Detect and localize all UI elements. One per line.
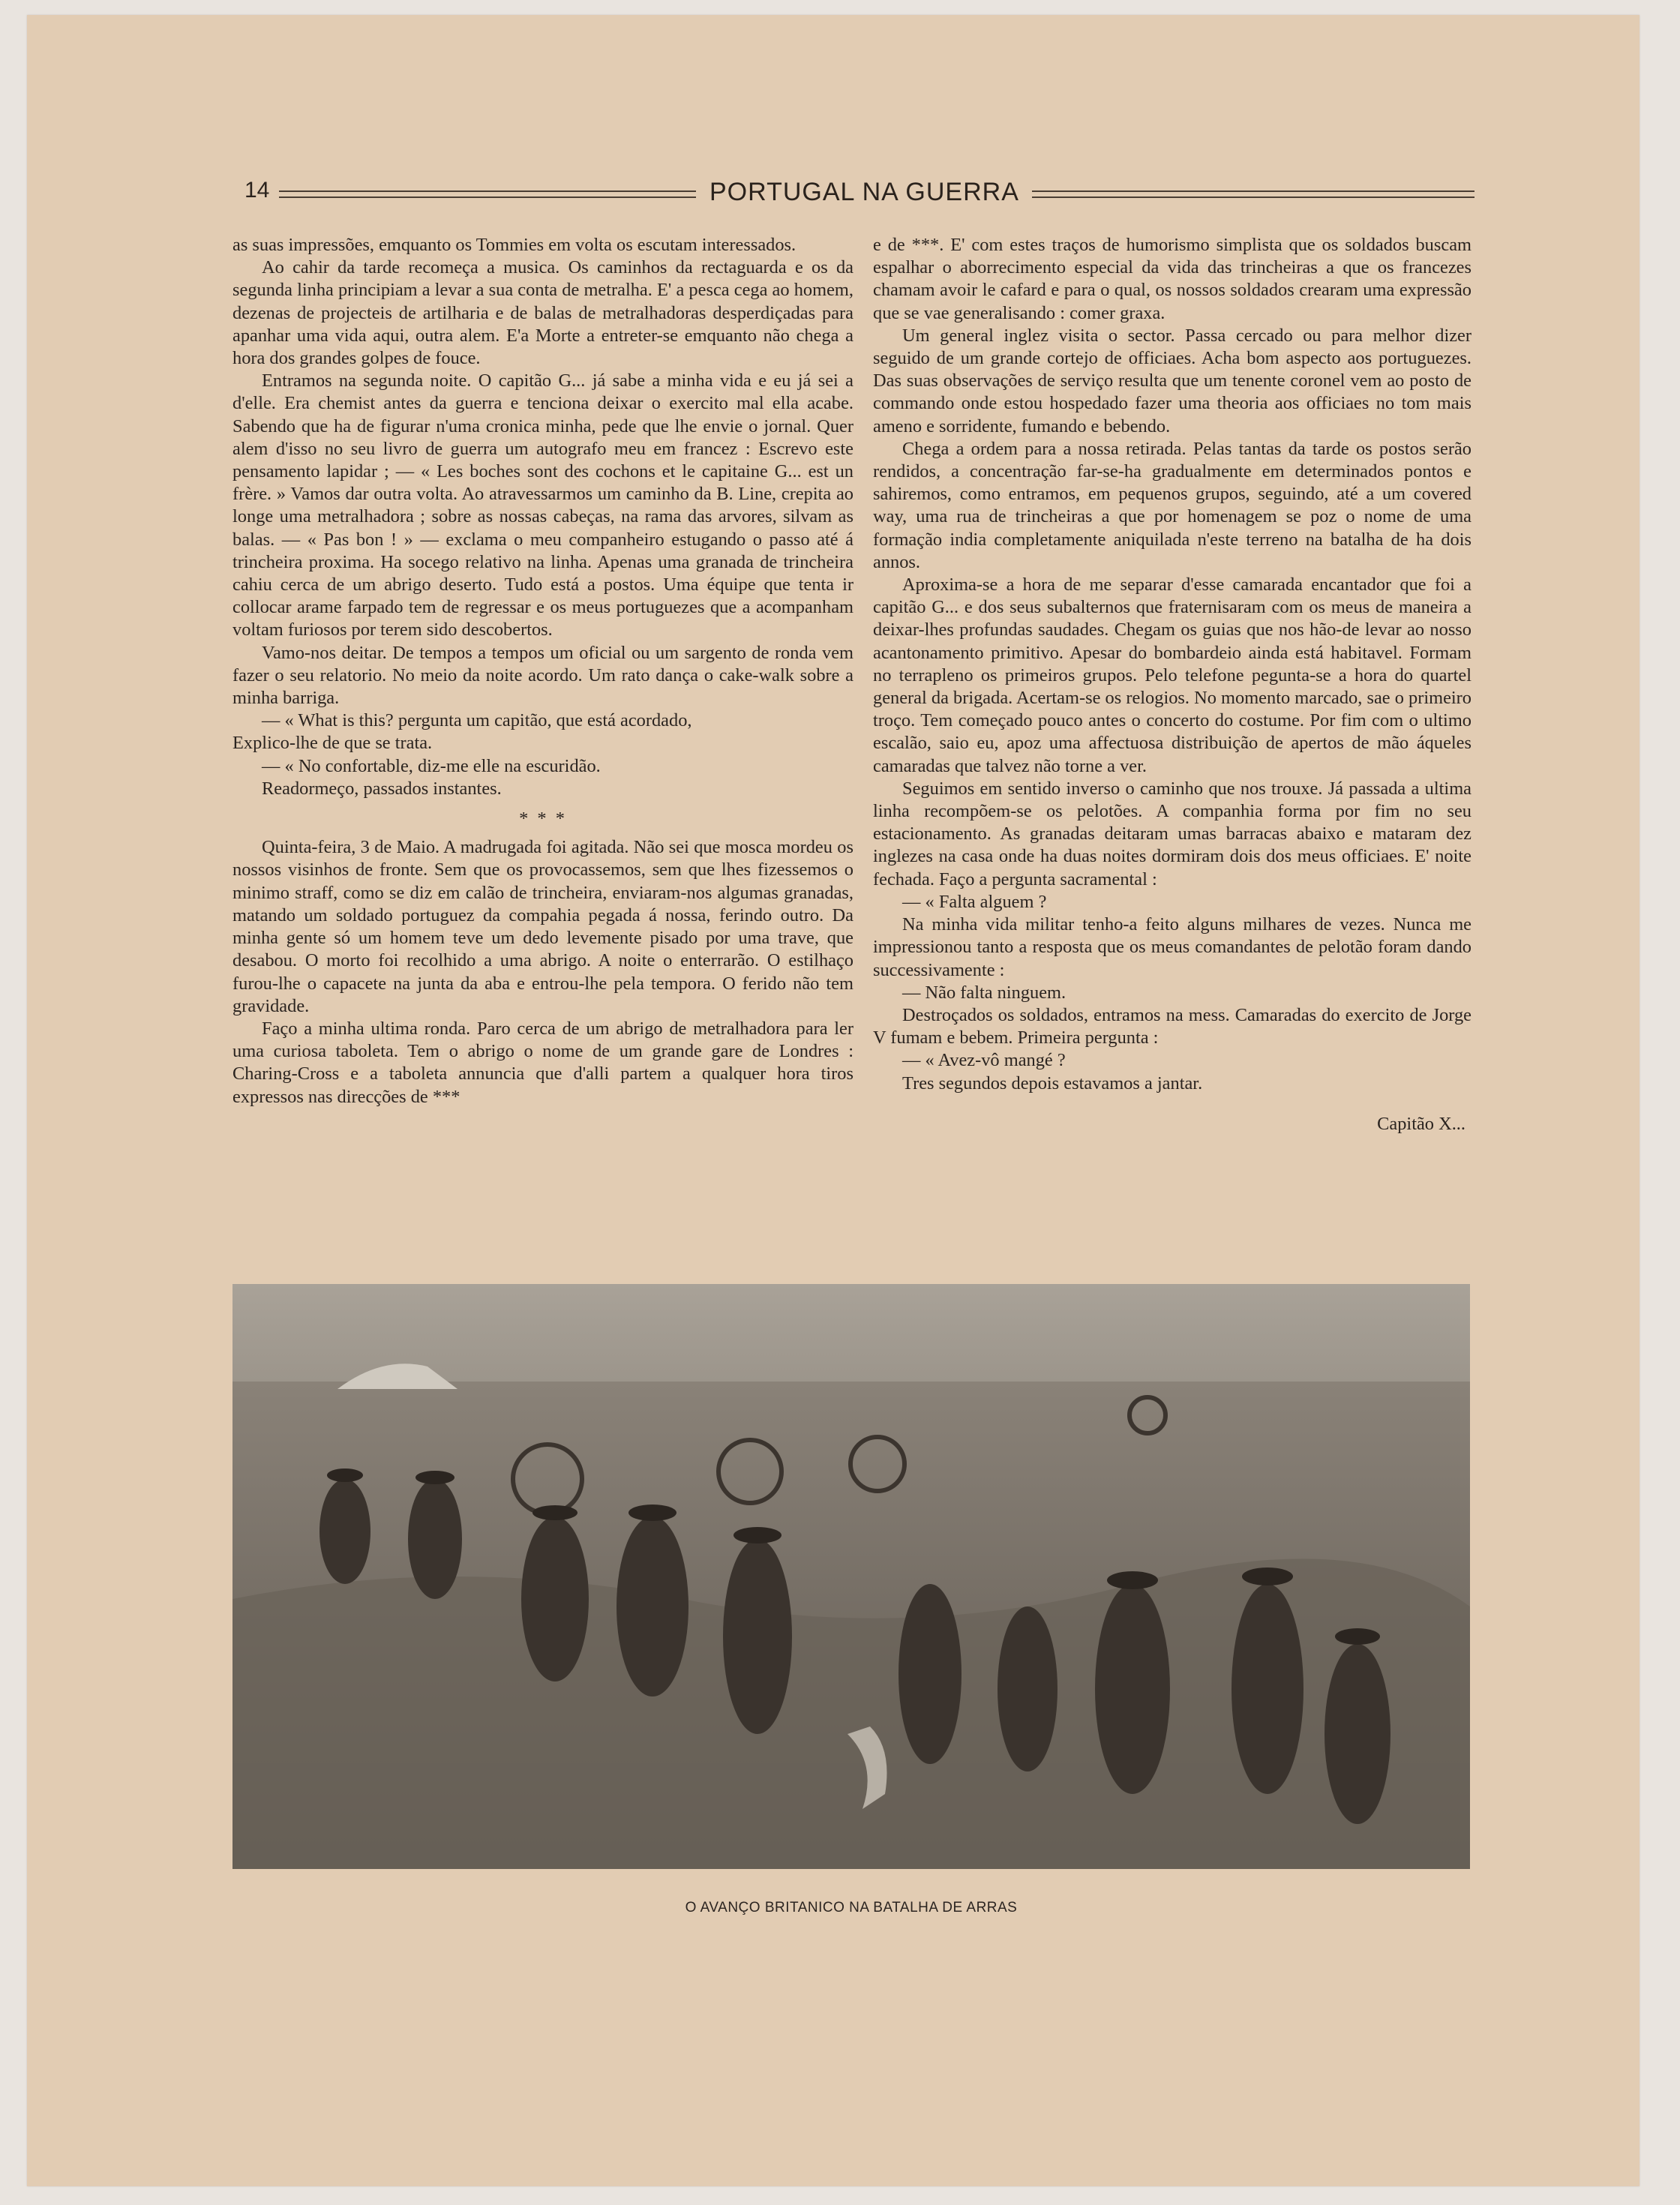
paragraph: Aproxima-se a hora de me separar d'esse camarada encantador que foi a capitão G... e dos seus subalternos que fraternisaram com os meus de maneira a deixar-lhes profundas saudades. Chegam os guias que nos hão-de levar ao nosso acantonamento primitivo. Apesar do bombardeio ainda está habitavel. Formam no terrapleno os primeiros grupos. Pelo telefone pegunta-se a hora do quartel general da brigada. Acertam-se os relogios. No momento marcado, sae o primeiro troço. Tem começado pouco antes o concerto do costume. Por fim com o ultimo escalão, saio eu, apoz uma affectuosa distribuição de apertos de mão áqueles camaradas que talvez não torne a ver.: [873, 574, 1472, 776]
left-column: [232, 234, 854, 1108]
paragraph: — « No confortable, diz-me elle na escuridão.: [262, 755, 601, 776]
war-photograph: [232, 1284, 1470, 1869]
paragraph: e de ***. E' com estes traços de humorismo simplista que os soldados buscam espalhar o aborrecimento especial da vida das trincheiras a que os francezes chamam avoir le cafard e para o qual, os nossos soldados crearam uma expressão que se vae generalisando : comer graxa.: [873, 235, 1472, 323]
photo-caption: O AVANÇO BRITANICO NA BATALHA DE ARRAS: [685, 1900, 1018, 1916]
paragraph: as suas impressões, emquanto os Tommies em volta os escutam interessados.: [232, 235, 796, 255]
page-header: [244, 178, 1474, 215]
paragraph: Chega a ordem para a nossa retirada. Pelas tantas da tarde os postos serão rendidos, a concentração far-se-ha gradualmente em determinados pontos e sahiremos, como entramos, em pequenos grupos, seguindo, até a um covered way, uma rua de trincheiras a que por homenagem se poz o nome de uma formação india completamente aniquilada n'este terreno na batalha de ha dois annos.: [873, 438, 1472, 572]
paragraph: Vamo-nos deitar. De tempos a tempos um oficial ou um sargento de ronda vem fazer o seu relatorio. No meio da noite acordo. Um rato dança o cake-walk sobre a minha barriga.: [232, 642, 854, 709]
paragraph: Readormeço, passados instantes.: [262, 778, 502, 799]
paragraph: — « What is this? pergunta um capitão, que está acordado,: [262, 710, 692, 731]
page-title: PORTUGAL NA GUERRA: [710, 178, 1019, 206]
paragraph: Entramos na segunda noite. O capitão G... já sabe a minha vida e eu já sei a d'elle. Era chemist antes da guerra e tenciona deixar o exercito mal ella acabe. Sabendo que ha de figurar n'uma cronica minha, pede que lhe envie o jornal. Quer alem d'isso no seu livro de guerra um autografo meu em francez : Escrevo este pensamento lapidar ; — « Les boches sont des cochons et le capitaine G... est un frère. » Vamos dar outra volta. Ao atravessarmos um caminho da B. Line, crepita ao longe uma metralhadora ; sobre as nossas cabeças, na rama das arvores, silvam as balas. — « Pas bon ! » — exclama o meu companheiro estugando o passo até á trincheira proxima. Ha socego relativo na linha. Apenas uma granada de trincheira cahiu cerca de um abrigo deserto. Tudo está a postos. Uma équipe que tenta ir collocar arame farpado tem de regressar e os meus portuguezes que a acompanham voltam furiosos por terem sido descobertos.: [232, 370, 854, 640]
paragraph: — « Avez-vô mangé ?: [902, 1050, 1066, 1071]
section-separator: * * *: [519, 808, 567, 830]
paragraph: Tres segundos depois estavamos a jantar.: [902, 1072, 1203, 1094]
paragraph: Ao cahir da tarde recomeça a musica. Os caminhos da rectaguarda e os da segunda linha principiam a levar a sua conta de metralha. E' a pesca cega ao homem, dezenas de projecteis de artilharia e de balas de metralhadoras desperdiçadas para apanhar uma vida aqui, outra alem. E'a Morte a entreter-se emquanto não chega a hora dos grandes golpes de fouce.: [232, 257, 854, 369]
paragraph: — « Falta alguem ?: [902, 891, 1047, 912]
header-rule-right: [1032, 190, 1474, 198]
signature: Capitão X...: [1377, 1113, 1466, 1134]
paragraph: Seguimos em sentido inverso o caminho que nos trouxe. Já passada a ultima linha recompõem-se os pelotões. A companhia forma por fim no seu estacionamento. As granadas deitaram umas barracas abaixo e mataram dez inglezes na casa onde ha duas noites dormiram dois dos meus officiaes. E' noite fechada. Faço a pergunta sacramental :: [873, 778, 1472, 890]
paragraph: Um general inglez visita o sector. Passa cercado ou para melhor dizer seguido de um grande cortejo de officiaes. Acha bom aspecto aos portuguezes. Das suas observações de serviço resulta que um tenente coronel vem ao posto de commando onde estou hospedado fazer uma theoria aos officiaes no tom mais ameno e sorridente, fumando e bebendo.: [873, 325, 1472, 436]
paragraph: Quinta-feira, 3 de Maio. A madrugada foi agitada. Não sei que mosca mordeu os nossos visinhos de fronte. Sem que os provocassemos, sem que lhes fizessemos o minimo straff, como se diz em calão de trincheira, enviaram-nos algumas granadas, matando um soldado portuguez da compahia pegada á nossa, ferindo outro. Da minha gente só um homem teve um dedo levemente pisado por uma trave, que desabou. O morto foi recolhido a uma abrigo. A noite o enterrarão. O estilhaço furou-lhe o capacete na junta da aba e entrou-lhe pela tempora. O ferido não tem gravidade.: [232, 837, 854, 1016]
page-number: 14: [244, 178, 270, 202]
paragraph: Na minha vida militar tenho-a feito alguns milhares de vezes. Nunca me impressionou tanto a resposta que os meus comandantes de pelotão foram dando successivamente :: [873, 914, 1472, 980]
paragraph: Destroçados os soldados, entramos na mess. Camaradas do exercito de Jorge V fumam e bebem. Primeira pergunta :: [873, 1004, 1472, 1048]
header-rule-left: [279, 190, 696, 198]
paragraph: Explico-lhe de que se trata.: [232, 733, 433, 754]
paragraph: — Não falta ninguem.: [902, 982, 1066, 1003]
photo-illustration: [232, 1284, 1470, 1869]
right-column: [873, 234, 1472, 1136]
paragraph: Faço a minha ultima ronda. Paro cerca de um abrigo de metralhadora para ler uma curiosa taboleta. Tem o abrigo o nome de um grande gare de Londres : Charing-Cross e a taboleta annuncia que d'alli partem a qualquer hora tiros expressos nas direcções de ***: [232, 1018, 854, 1107]
